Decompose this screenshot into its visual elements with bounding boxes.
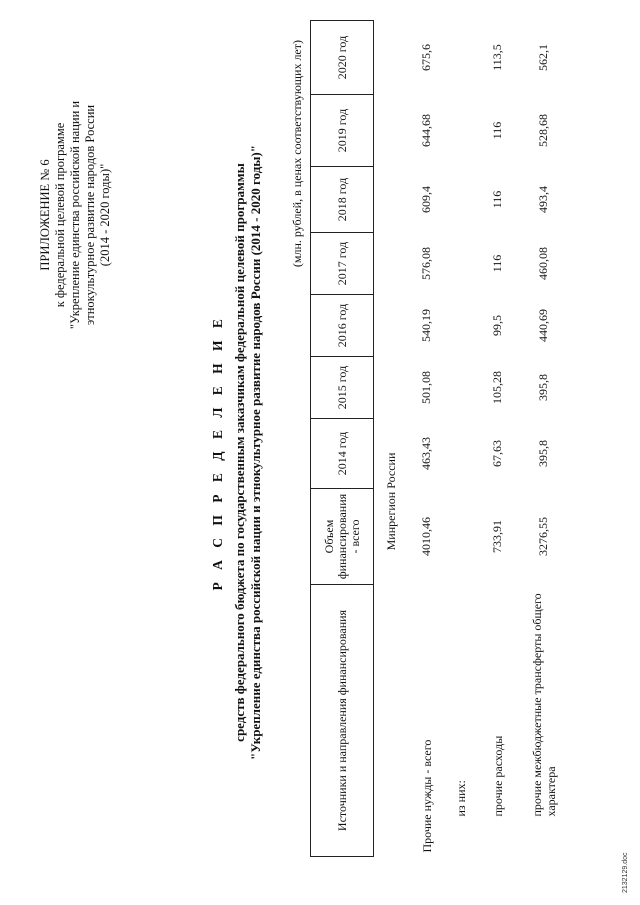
cell-value (444, 233, 478, 295)
appendix-block (38, 25, 113, 405)
cell-value (444, 295, 478, 357)
cell-value: 67,63 (490, 440, 504, 467)
header-total: Объем финансирования - всего (311, 489, 374, 585)
table-row (518, 21, 570, 857)
cell-value: 116 (490, 121, 504, 140)
cell-value: 501,08 (419, 371, 433, 404)
appendix-line: (2014 - 2020 годы)" (98, 163, 112, 267)
cell-value: 540,19 (419, 309, 433, 342)
document-subtitle-program: "Укрепление единства российской нации и этнокультурное развитие народов России (2014 - 2020 годы)" (248, 145, 263, 760)
cell-total: 4010,46 (419, 517, 433, 556)
cell-value (444, 419, 478, 489)
units-note: (млн. рублей, в ценах соответствующих лет) (290, 40, 304, 268)
appendix-line: к федеральной целевой программе (53, 122, 67, 308)
header-year: 2017 год (311, 233, 374, 295)
table-row (410, 21, 444, 857)
cell-total: 3276,55 (536, 517, 550, 556)
header-year: 2019 год (311, 95, 374, 167)
cell-value: 576,08 (419, 247, 433, 280)
cell-value: 99,5 (490, 315, 504, 336)
funding-table (310, 20, 570, 857)
cell-value: 116 (490, 190, 504, 209)
cell-value: 440,69 (536, 309, 550, 342)
cell-value (444, 357, 478, 419)
cell-value (444, 95, 478, 167)
cell-value: 493,4 (536, 186, 550, 213)
cell-value (444, 21, 478, 95)
header-source: Источники и направления финансирования (311, 585, 374, 857)
cell-value: 116 (490, 254, 504, 273)
section-row (374, 21, 410, 857)
cell-value: 463,43 (419, 437, 433, 470)
document-subtitle: средств федерального бюджета по государственным заказчикам федеральной целевой программы (232, 163, 247, 742)
row-label: прочие межбюджетные трансферты общего характера (529, 593, 558, 817)
table-header-row (311, 21, 374, 857)
row-label: Прочие нужды - всего (419, 739, 434, 853)
header-year: 2020 год (311, 21, 374, 95)
cell-value: 105,28 (490, 371, 504, 404)
cell-value: 395,8 (536, 374, 550, 401)
cell-value: 460,08 (536, 247, 550, 280)
header-year: 2018 год (311, 167, 374, 233)
cell-value: 528,68 (536, 114, 550, 147)
cell-value: 609,4 (419, 186, 433, 213)
row-label: из них: (453, 780, 468, 817)
cell-value (444, 167, 478, 233)
cell-value: 644,68 (419, 114, 433, 147)
appendix-line: ПРИЛОЖЕНИЕ № 6 (38, 159, 52, 271)
appendix-line: "Укрепление единства российской нации и (68, 100, 82, 330)
cell-value: 675,6 (419, 44, 433, 71)
cell-value: 562,1 (536, 44, 550, 71)
cell-total (444, 489, 478, 585)
cell-total: 733,91 (490, 520, 504, 553)
table-row (444, 21, 478, 857)
row-label: прочие расходы (490, 735, 505, 817)
document-title: Р А С П Р Е Д Е Л Е Н И Е (210, 314, 225, 591)
header-year: 2015 год (311, 357, 374, 419)
file-code: 2132129.doc (622, 852, 629, 893)
header-year: 2016 год (311, 295, 374, 357)
section-label: Минрегион России (384, 452, 399, 551)
table-row (478, 21, 518, 857)
cell-value: 113,5 (490, 44, 504, 71)
cell-value: 395,8 (536, 440, 550, 467)
appendix-line: этнокультурное развитие народов России (83, 104, 97, 326)
header-year: 2014 год (311, 419, 374, 489)
